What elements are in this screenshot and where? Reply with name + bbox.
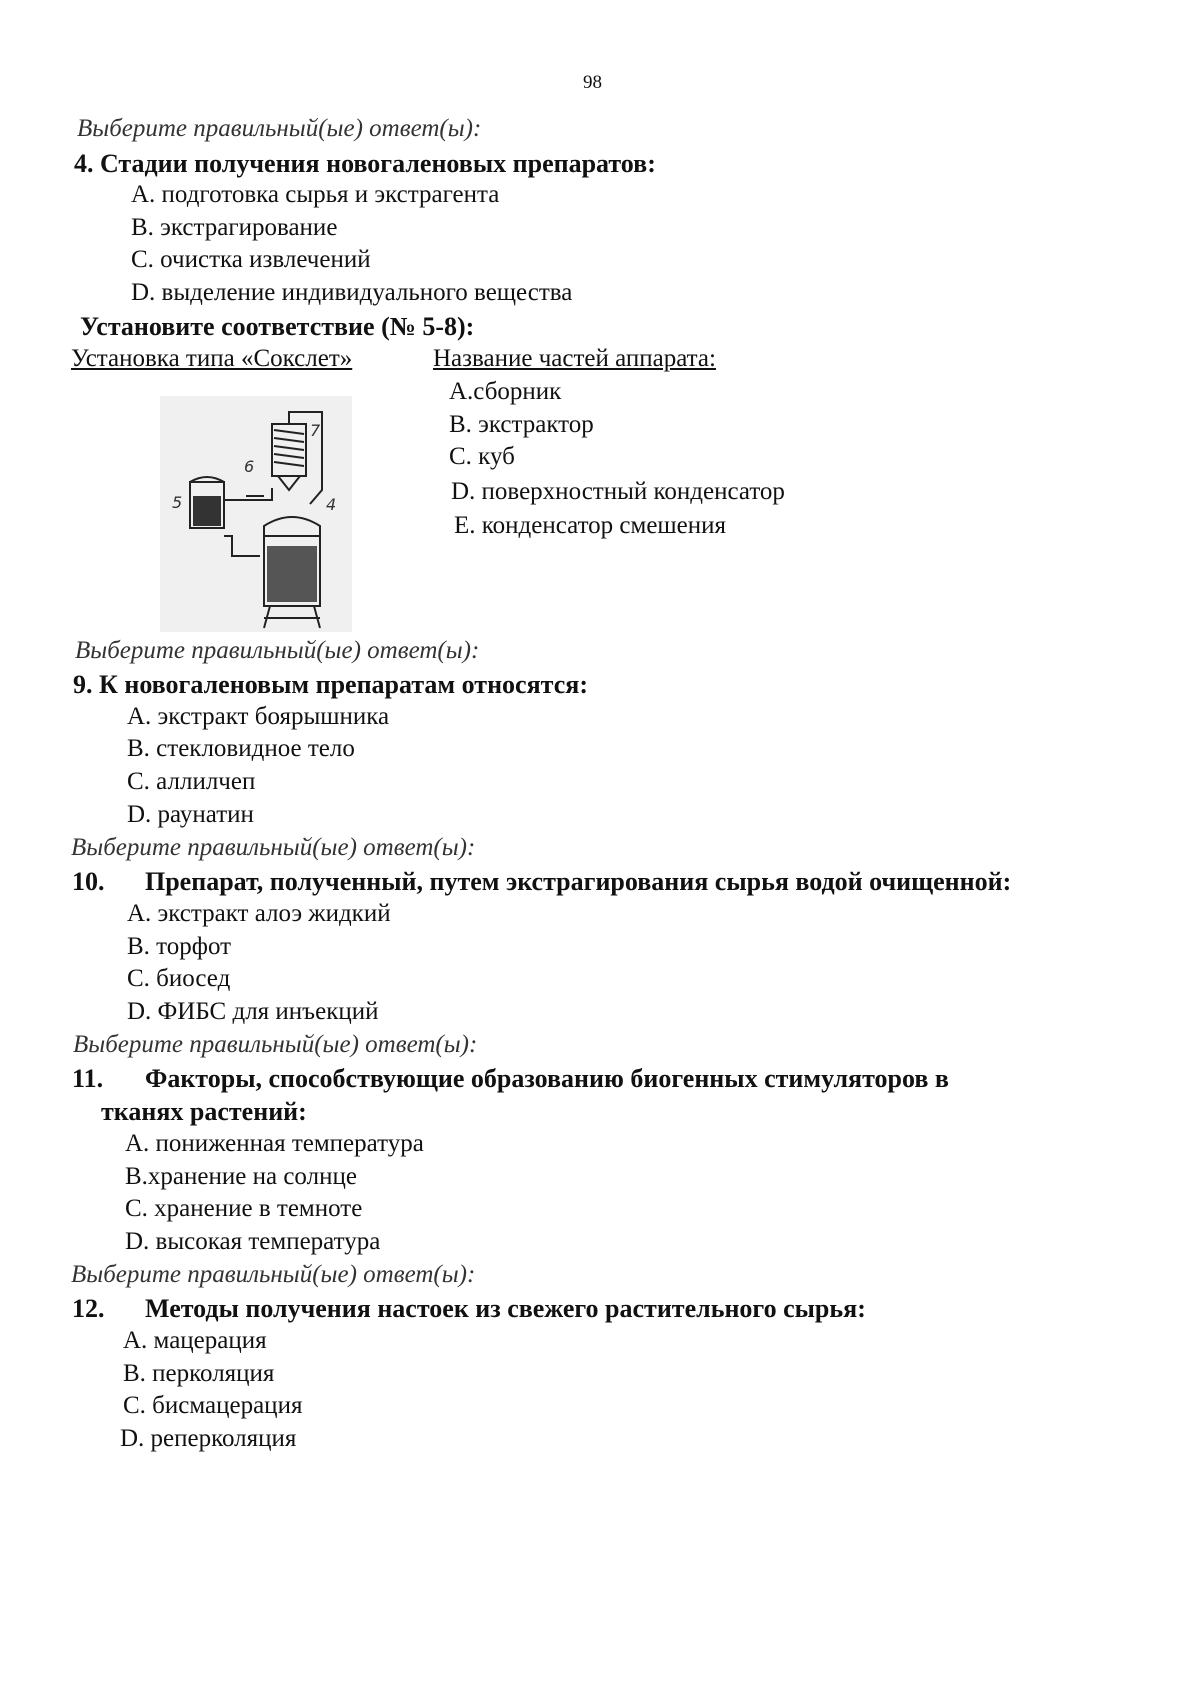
option-12a: А. мацерация — [123, 1327, 267, 1354]
condenser-funnel — [278, 476, 300, 490]
option-10c: С. биосед — [127, 965, 231, 992]
matching-right-heading: Название частей аппарата: — [433, 345, 716, 372]
option-10a: А. экстракт алоэ жидкий — [127, 900, 391, 927]
still-stand — [264, 606, 320, 628]
option-9a: А. экстракт боярышника — [127, 703, 390, 730]
match-option-b: В. экстрактор — [449, 411, 594, 438]
question-title-9: 9. К новогаленовым препаратам относятся: — [73, 670, 589, 699]
option-11b: В.хранение на солнце — [125, 1163, 357, 1190]
matching-title: Установите соответствие (№ 5-8): — [80, 312, 475, 341]
option-11a: А. пониженная температура — [125, 1130, 424, 1157]
match-option-c: С. куб — [449, 443, 515, 470]
option-4d: D. выделение индивидуального вещества — [131, 279, 573, 306]
collector-contents — [193, 496, 221, 526]
figure-label-5: 5 — [172, 493, 183, 512]
option-11d: D. высокая температура — [125, 1228, 381, 1255]
matching-left-heading: Установка типа «Сокслет» — [71, 345, 353, 372]
option-11c: С. хранение в темноте — [125, 1195, 363, 1222]
return-pipe — [224, 536, 260, 556]
question-title-11-cont: тканях растений: — [101, 1097, 307, 1126]
question-title-4: 4. Стадии получения новогаленовых препаратов: — [74, 149, 656, 178]
question-title-10: Препарат, полученный, путем экстрагирования сырья водой очищенной: — [145, 867, 1012, 896]
figure-label-4: 4 — [326, 495, 337, 514]
option-9c: С. аллилчеп — [127, 768, 256, 795]
option-12d: D. реперколяция — [120, 1425, 297, 1452]
instruction: Выберите правильный(ые) ответ(ы): — [77, 115, 482, 142]
question-number-11: 11. — [72, 1064, 104, 1093]
option-10b: В. торфот — [127, 933, 232, 960]
option-9d: D. раунатин — [127, 801, 254, 828]
figure-label-6: 6 — [244, 457, 255, 476]
option-10d: D. ФИБС для инъекций — [127, 998, 379, 1025]
question-number-10: 10. — [72, 867, 105, 896]
instruction: Выберите правильный(ые) ответ(ы): — [71, 834, 476, 861]
option-12c: С. бисмацерация — [123, 1392, 303, 1419]
question-title-12: Методы получения настоек из свежего растительного сырья: — [145, 1294, 866, 1323]
option-4c: С. очистка извлечений — [131, 246, 371, 273]
option-4a: А. подготовка сырья и экстрагента — [131, 181, 500, 208]
question-title-11: Факторы, способствующие образованию биогенных стимуляторов в — [145, 1064, 949, 1093]
question-number-12: 12. — [72, 1294, 105, 1323]
page-number: 98 — [583, 72, 602, 93]
match-option-a: А.сборник — [449, 378, 562, 405]
soxhlet-apparatus-drawing — [160, 396, 352, 632]
figure-label-7: 7 — [310, 421, 321, 440]
soxhlet-apparatus-figure — [160, 396, 352, 632]
condenser-coil — [274, 430, 304, 466]
instruction: Выберите правильный(ые) ответ(ы): — [73, 1031, 478, 1058]
match-option-e: Е. конденсатор смешения — [454, 512, 727, 539]
option-9b: В. стекловидное тело — [127, 735, 355, 762]
connecting-pipe — [224, 488, 272, 500]
still-contents — [267, 546, 317, 602]
instruction: Выберите правильный(ые) ответ(ы): — [75, 637, 480, 664]
option-4b: В. экстрагирование — [131, 214, 338, 241]
match-option-d: D. поверхностный конденсатор — [451, 478, 785, 505]
instruction: Выберите правильный(ые) ответ(ы): — [71, 1261, 476, 1288]
option-12b: В. перколяция — [123, 1360, 275, 1387]
